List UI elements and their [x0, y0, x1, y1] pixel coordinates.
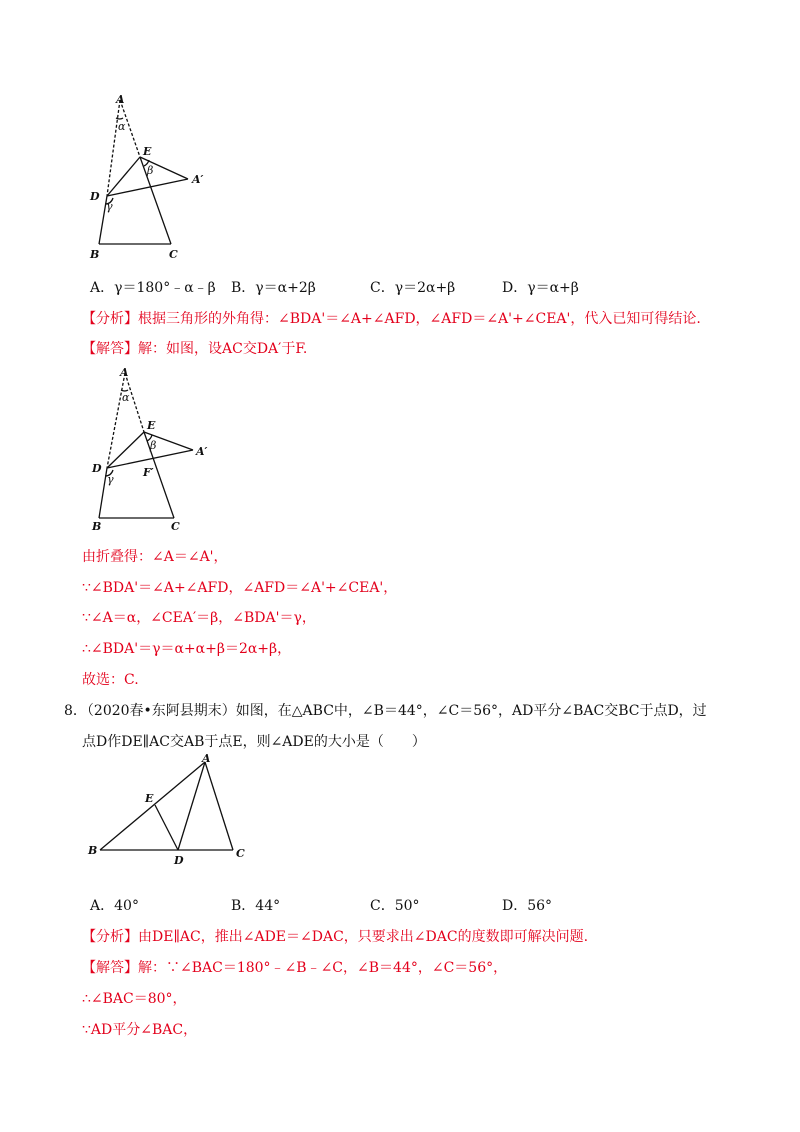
fig2-label-a: A: [120, 366, 129, 379]
fig2-label-d: D: [92, 462, 102, 475]
fig1-label-beta: β: [147, 164, 154, 177]
fig1-label-d: D: [90, 190, 100, 203]
fig3-label-b: B: [88, 844, 98, 857]
fig2-label-f: F′: [143, 466, 154, 479]
q7-step-2: ∵∠BDA'＝∠A+∠AFD，∠AFD＝∠A'+∠CEA'，: [82, 580, 398, 596]
fig3-label-c: C: [236, 847, 245, 860]
q7-analysis: 【分析】根据三角形的外角得：∠BDA'＝∠A+∠AFD，∠AFD＝∠A'+∠CEA'，代入已知可得结论.: [82, 311, 701, 327]
q8-option-b: B．44°: [231, 898, 281, 914]
q8-step-1: 【解答】解：∵∠BAC＝180°﹣∠B﹣∠C，∠B＝44°，∠C＝56°，: [82, 960, 508, 976]
q7-step-1: 由折叠得：∠A＝∠A'，: [82, 549, 228, 565]
q7-answer-intro: 【解答】解：如图，设AC交DA′于F.: [82, 341, 308, 357]
fig2-label-gamma: γ: [107, 473, 114, 486]
fig2-label-b: B: [92, 520, 102, 533]
q7-option-c: C．γ＝2α+β: [370, 280, 456, 296]
q7-option-b: B．γ＝α+2β: [231, 280, 316, 296]
q8-option-a: A．40°: [90, 898, 139, 914]
fig1-label-alpha: α: [118, 120, 126, 133]
figure-2-folded-triangle-with-f: [85, 365, 215, 540]
fig1-label-b: B: [90, 248, 100, 261]
q8-analysis: 【分析】由DE∥AC，推出∠ADE＝∠DAC，只要求出∠DAC的度数即可解决问题.: [82, 929, 589, 945]
fig1-label-c: C: [169, 248, 178, 261]
fig3-label-e: E: [145, 792, 154, 805]
fig1-label-a: A: [116, 93, 125, 106]
fig1-label-a-prime: A′: [192, 173, 204, 186]
figure-1-folded-triangle: [85, 92, 215, 267]
fig1-label-e: E: [143, 145, 152, 158]
fig3-label-a: A: [202, 752, 211, 765]
q8-step-3: ∵AD平分∠BAC，: [82, 1022, 198, 1038]
q8-step-2: ∴∠BAC＝80°，: [82, 991, 187, 1007]
q7-step-4: ∴∠BDA'＝γ＝α+α+β＝2α+β，: [82, 641, 292, 657]
fig2-label-c: C: [171, 520, 180, 533]
fig2-label-a-prime: A′: [196, 445, 208, 458]
fig2-label-alpha: α: [122, 391, 130, 404]
q7-option-d: D．γ＝α+β: [502, 280, 579, 296]
q8-option-c: C．50°: [370, 898, 420, 914]
q7-step-3: ∵∠A＝α，∠CEA′＝β，∠BDA'＝γ，: [82, 610, 316, 626]
fig1-label-gamma: γ: [106, 200, 113, 213]
fig2-label-beta: β: [150, 439, 157, 452]
q8-question-line-2: 点D作DE∥AC交AB于点E，则∠ADE的大小是（ ）: [82, 734, 426, 750]
fig3-label-d: D: [174, 854, 184, 867]
q7-option-a: A．γ＝180°﹣α﹣β: [90, 280, 216, 296]
fig2-label-e: E: [147, 419, 156, 432]
figure-3-triangle-abc: [85, 752, 260, 867]
q8-option-d: D．56°: [502, 898, 553, 914]
q7-step-5: 故选：C.: [82, 672, 139, 688]
q8-question-line-1: 8．（2020春•东阿县期末）如图，在△ABC中，∠B＝44°，∠C＝56°，AD平分∠BAC交BC于点D，过: [64, 703, 707, 719]
